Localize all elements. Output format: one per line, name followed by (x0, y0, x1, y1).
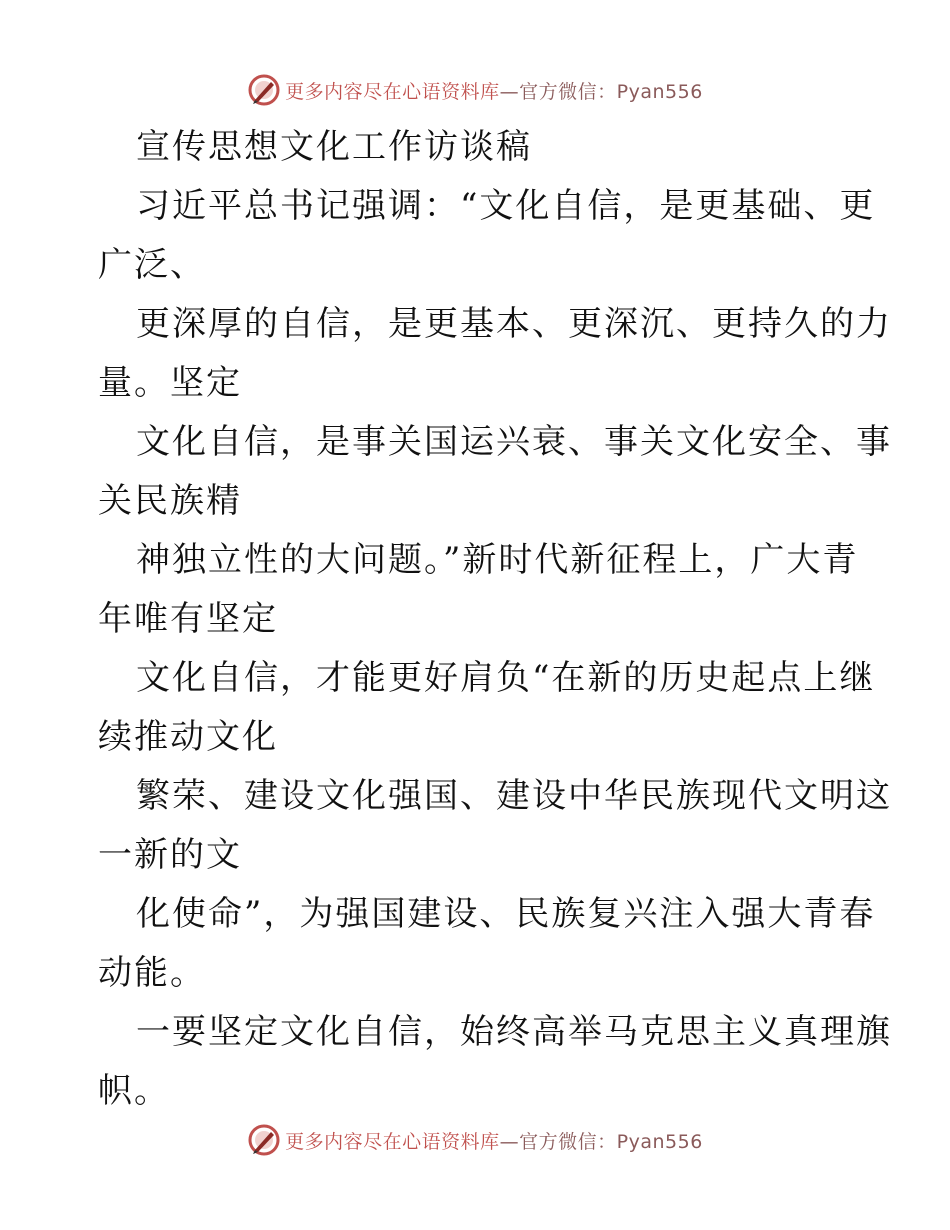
text-line: 关民族精 (98, 481, 242, 521)
text-line: 动能。 (98, 953, 206, 993)
text-line: 神独立性的大问题。”新时代新征程上，广大青 (136, 540, 859, 580)
text-line: 文化自信，才能更好肩负“在新的历史起点上继 (136, 658, 876, 698)
footer-banner-text: 更多内容尽在心语资料库 (285, 1130, 500, 1153)
text-line: 续推动文化 (98, 717, 278, 757)
text-line: 化使命”，为强国建设、民族复兴注入强大青春 (136, 894, 876, 934)
text-line: 一要坚定文化自信，始终高举马克思主义真理旗 (136, 1012, 892, 1052)
header-banner (0, 70, 950, 110)
text-line: 繁荣、建设文化强国、建设中华民族现代文明这 (136, 776, 892, 816)
document-body (98, 118, 892, 1121)
pen-seal-logo-icon (247, 1123, 281, 1157)
text-line: 量。坚定 (98, 363, 242, 403)
text-line: 习近平总书记强调：“文化自信，是更基础、更 (136, 186, 876, 226)
text-line: 帜。 (98, 1071, 170, 1111)
footer-banner (0, 1120, 950, 1160)
footer-banner-contact: —官方微信：Pyan556 (499, 1130, 703, 1153)
text-line: 文化自信，是事关国运兴衰、事关文化安全、事 (136, 422, 892, 462)
text-line: 更深厚的自信，是更基本、更深沉、更持久的力 (136, 304, 892, 344)
text-line: 年唯有坚定 (98, 599, 278, 639)
header-banner-contact: —官方微信：Pyan556 (499, 80, 703, 103)
pen-seal-logo-icon (247, 73, 281, 107)
text-line: 广泛、 (98, 245, 206, 285)
text-line: 一新的文 (98, 835, 242, 875)
header-banner-text: 更多内容尽在心语资料库 (285, 80, 500, 103)
document-title: 宣传思想文化工作访谈稿 (136, 127, 532, 167)
